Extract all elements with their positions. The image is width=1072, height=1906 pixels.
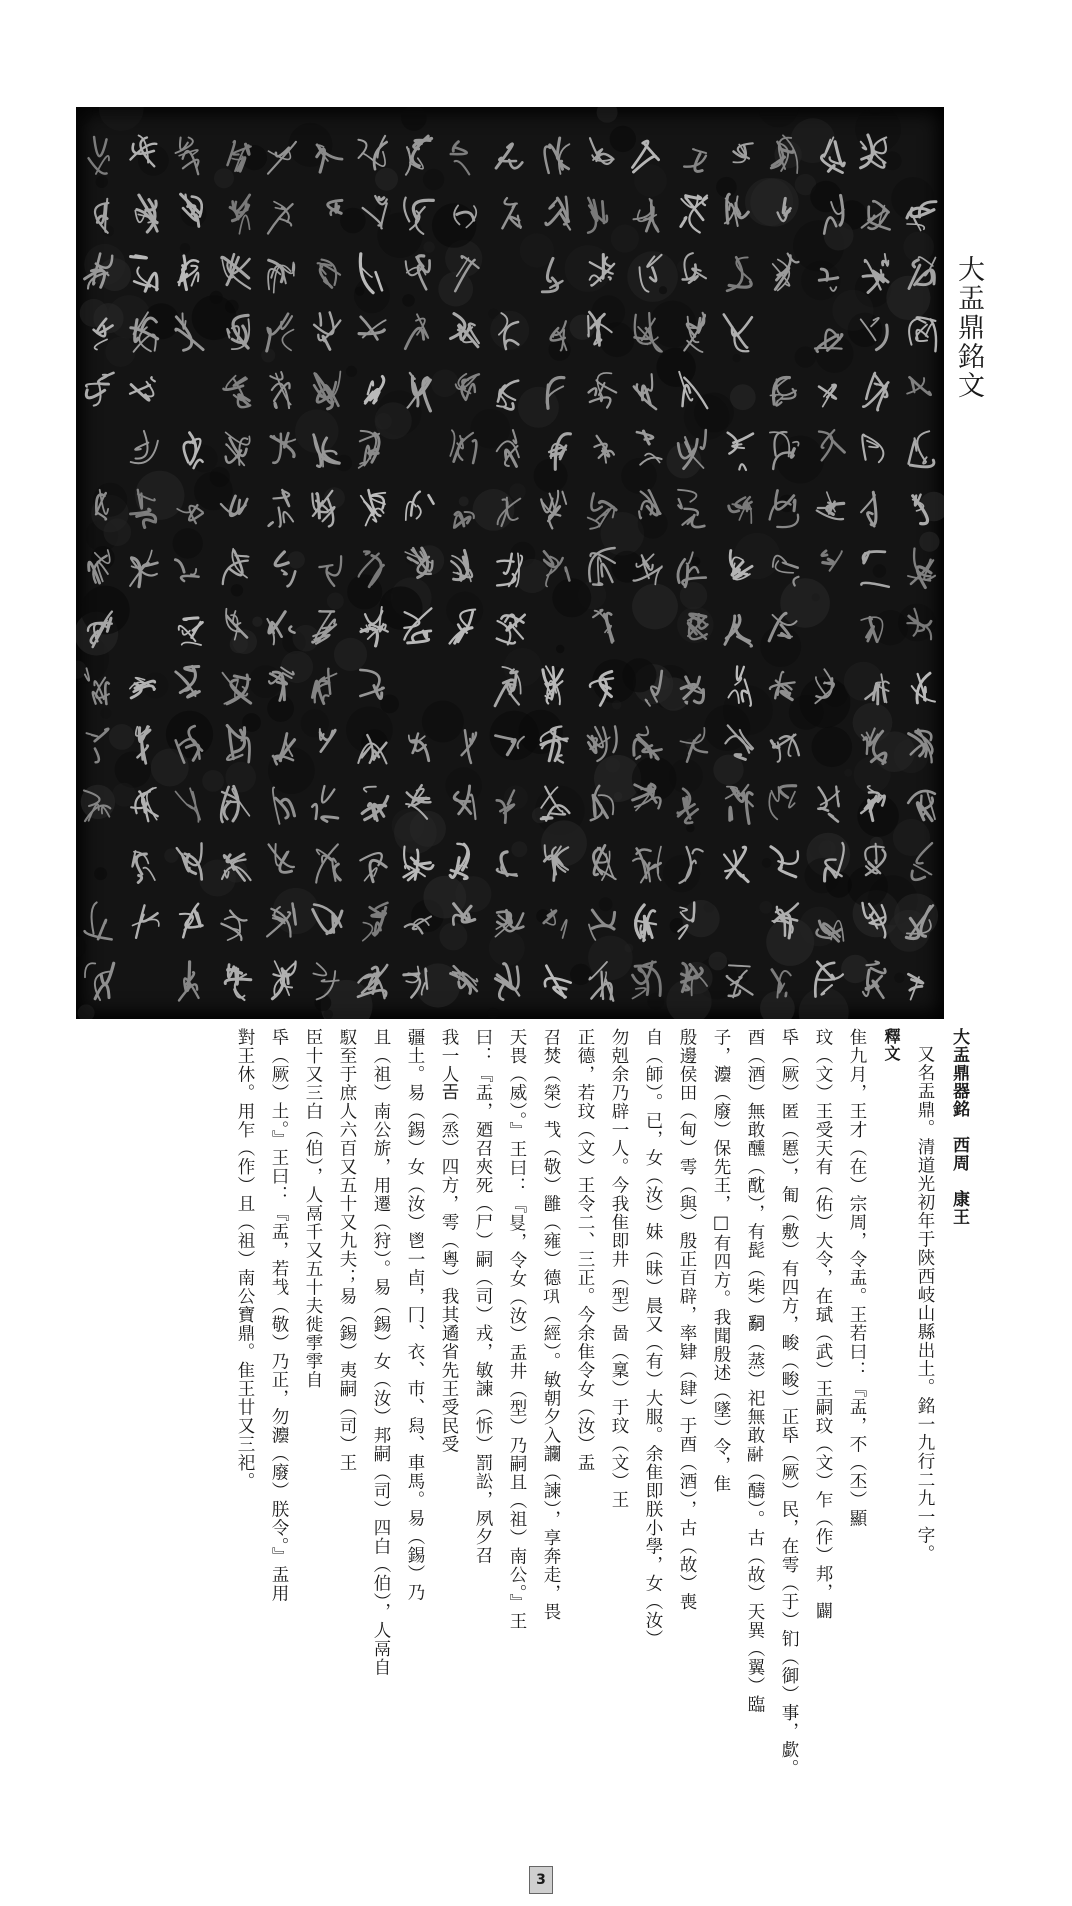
rubbing-glyph: [269, 844, 294, 872]
rubbing-glyph: [907, 377, 931, 395]
transcription-line: 召焚（榮）𢦏（敬）雝（雍）德𢀜（經）。敏朝夕入讕（諫），享奔走，畏: [541, 1028, 561, 1621]
rubbing-glyph: [497, 381, 518, 410]
rubbing-glyph: [462, 730, 476, 763]
rubbing-glyph: [270, 372, 290, 408]
rubbing-glyph: [223, 673, 251, 704]
rubbing-glyph: [405, 314, 428, 348]
rubbing-glyph: [363, 903, 388, 941]
rubbing-glyph: [179, 618, 203, 645]
rubbing-glyph: [862, 435, 883, 463]
rubbing-glyph: [178, 256, 198, 290]
rubbing-glyph: [176, 667, 200, 698]
transcription-line: 隹九月，王才（在）宗周，令盂。王若曰：『盂，不（丕）顯: [847, 1028, 867, 1528]
rubbing-glyph: [635, 905, 656, 941]
rubbing-glyph: [319, 556, 341, 586]
rubbing-glyph: [728, 433, 753, 470]
rubbing-glyph: [226, 609, 247, 640]
rubbing-glyph: [589, 373, 617, 408]
rubbing-glyph: [267, 314, 294, 351]
transcription-line: 殷邊侯田（甸）雩（與）殷正百辟，率肄（肆）于酉（酒），古（故）喪: [677, 1028, 697, 1612]
rubbing-glyph: [223, 549, 249, 584]
rubbing-glyph: [451, 314, 479, 347]
rubbing-glyph: [815, 330, 842, 352]
rubbing-glyph: [312, 669, 336, 704]
rubbing-glyph: [861, 492, 876, 526]
rubbing-glyph: [230, 195, 250, 234]
rubbing-glyph: [633, 847, 661, 883]
transcription-line: 正德，若玟（文）王令二、三正。今余隹令女（汝）盂: [575, 1028, 595, 1472]
rubbing-glyph: [130, 377, 155, 400]
rubbing-glyph: [268, 142, 296, 174]
rubbing-glyph: [358, 136, 386, 169]
rubbing-glyph: [451, 550, 472, 581]
transcription-line: 勿剋余乃辟一人。今我隹即井（型）啚（稟）于玟（文）王: [609, 1028, 629, 1509]
rubbing-glyph: [541, 491, 566, 529]
rubbing-glyph: [222, 254, 250, 289]
rubbing-glyph: [770, 377, 796, 405]
rubbing-glyph: [909, 431, 934, 467]
rubbing-glyph: [450, 844, 468, 879]
rubbing-glyph: [224, 376, 251, 408]
rubbing-glyph: [86, 373, 114, 406]
rubbing-glyph: [177, 505, 203, 523]
transcription-line: 我一人𢀛（烝）四方，雩（粵）我其遹省先王受民受: [439, 1028, 459, 1454]
rubbing-glyph: [135, 195, 157, 232]
rubbing-glyph: [314, 312, 340, 349]
rubbing-glyph: [177, 843, 202, 879]
rubbing-glyph: [328, 200, 342, 215]
rubbing-glyph: [406, 136, 432, 175]
rubbing-glyph: [175, 560, 198, 581]
rubbing-glyph: [454, 512, 474, 528]
rubbing-glyph: [822, 551, 842, 571]
rubbing-glyph: [588, 198, 607, 233]
transcription-line: 氒（厥）匿（慝），匍（敷）有四方，畯（畯）正氒（厥）民，在雩（于）钔（御）事，歔。: [779, 1028, 799, 1778]
rubbing-glyph: [226, 432, 250, 465]
rubbing-glyph: [496, 964, 520, 1000]
rubbing-glyph: [729, 497, 752, 523]
rubbing-glyph: [546, 197, 570, 230]
rubbing-glyph: [724, 847, 748, 882]
rubbing-glyph: [365, 377, 384, 404]
rubbing-glyph: [85, 963, 114, 1000]
rubbing-glyph: [360, 853, 386, 882]
rubbing-glyph: [358, 965, 387, 998]
rubbing-glyph: [130, 551, 157, 587]
transcription-line: 臣十又三白（伯），人鬲千又五十夫徙𩁹𩁹自: [303, 1028, 323, 1390]
rubbing-glyph: [634, 727, 662, 759]
rubbing-glyph: [316, 844, 340, 882]
rubbing-glyph: [593, 610, 613, 643]
rubbing-glyph: [359, 431, 379, 468]
inscription-transcription: [228, 1028, 976, 1788]
rubbing-glyph: [176, 138, 199, 175]
rubbing-glyph: [681, 195, 707, 232]
rubbing-glyph: [726, 785, 753, 824]
rubbing-glyph: [221, 911, 246, 941]
rubbing-glyph: [593, 845, 615, 880]
rubbing-glyph: [314, 372, 340, 409]
rubbing-glyph: [773, 254, 799, 291]
transcription-line: 自（師）。已，女（汝）妹（昧）晨又（有）大服。余隹即朕小學，女（汝）: [643, 1028, 663, 1649]
rubbing-glyph: [271, 433, 295, 463]
rubbing-glyph: [406, 492, 434, 520]
rubbing-glyph: [678, 552, 706, 586]
rubbing-glyph: [770, 672, 795, 700]
transcription-line: 酉（酒）無敢醺（酖），有髭（柴）𤔲（蒸）祀無敢𩰫（醻）。古（故）天異（翼）臨: [745, 1028, 765, 1714]
rubbing-glyph: [133, 905, 159, 937]
rubbing-glyph: [819, 385, 836, 407]
rubbing-glyph: [497, 615, 525, 645]
rubbing-glyph: [269, 490, 293, 527]
rubbing-glyph: [225, 965, 251, 1000]
rubbing-glyph: [771, 735, 799, 762]
rubbing-glyph: [87, 729, 109, 762]
rubbing-glyph: [131, 431, 158, 463]
rubbing-glyph: [543, 666, 563, 704]
rubbing-glyph: [312, 611, 336, 643]
rubbing-glyph: [456, 374, 479, 400]
rubbing-glyph: [497, 852, 517, 876]
rubbing-glyph: [589, 910, 615, 940]
rubbing-glyph: [545, 138, 570, 174]
rubbing-glyph: [771, 847, 798, 877]
page-number: 3: [529, 1866, 553, 1894]
rubbing-glyph: [590, 138, 613, 164]
inscription-note: 又名盂鼎。清道光初年于陝西岐山縣出土。銘一九行二九一字。: [915, 1045, 935, 1563]
transcription-line: 玟（文）王受天有（佑）大令，在珷（武）王嗣玟（文）乍（作）邦，闢: [813, 1028, 833, 1620]
rubbing-glyph: [727, 257, 751, 291]
rubbing-glyph: [136, 727, 150, 764]
transcription-label: 釋文: [882, 1028, 901, 1062]
rubbing-glyph: [912, 673, 935, 703]
rubbing-glyph: [909, 317, 936, 351]
rubbing-glyph: [724, 315, 752, 352]
rubbing-glyph: [132, 851, 155, 882]
rubbing-glyph: [678, 789, 698, 823]
rubbing-glyph: [818, 787, 839, 822]
rubbing-glyph: [179, 962, 199, 1001]
rubbing-glyph: [497, 553, 522, 586]
rubbing-glyph: [406, 256, 430, 290]
rubbing-glyph: [733, 143, 752, 162]
rubbing-glyph: [769, 786, 795, 820]
rubbing-glyph: [312, 786, 338, 822]
rubbing-glyph: [318, 260, 341, 288]
rubbing-glyph: [227, 726, 249, 763]
rubbing-glyph: [268, 202, 293, 234]
transcription-line: 疆土。易（錫）女（汝）鬯一卣，冂、衣、巿、舄、車馬。易（錫）乃: [405, 1028, 425, 1602]
rubbing-glyph: [409, 734, 429, 761]
rubbing-glyph: [908, 549, 935, 588]
rubbing-glyph: [863, 373, 888, 410]
transcription-line: 子，灋（廢）保先王，□有四方。我聞殷述（墜）令，隹: [711, 1028, 731, 1493]
rubbing-glyph: [594, 436, 614, 463]
transcription-line: 對王休。用乍（作）且（祖）南公寶鼎。隹王廿又三祀。: [235, 1028, 255, 1491]
rubbing-glyph: [359, 317, 386, 340]
rubbing-glyph: [272, 961, 295, 999]
rubbing-glyph: [502, 198, 521, 228]
rubbing-glyph: [361, 490, 386, 525]
rubbing-glyph: [634, 199, 659, 232]
transcription-line: 天畏（威）。』王曰：『𠭁，令女（汝）盂井（型）乃嗣且（祖）南公。』王: [507, 1028, 527, 1631]
rubbing-glyph: [908, 974, 923, 999]
inscription-title: 大盂鼎器銘 西周 康王: [949, 1028, 969, 1226]
rubbing-glyph: [725, 194, 749, 226]
transcription-line: 且（祖）南公旂，用遷（狩）。易（錫）女（汝）邦嗣（司）四白（伯），人鬲自: [371, 1028, 391, 1677]
rubbing-glyph: [89, 137, 109, 174]
rubbing-glyph: [589, 548, 615, 585]
rubbing-glyph: [451, 142, 470, 175]
side-title: 大盂鼎銘文: [953, 255, 984, 400]
rubbing-glyph: [678, 490, 704, 527]
rubbing-image: [76, 107, 944, 1019]
rubbing-glyph: [180, 904, 203, 938]
rubbing-glyph: [684, 149, 706, 171]
rubbing-glyph: [176, 788, 201, 822]
rubbing-glyph: [908, 791, 935, 821]
rubbing-glyph: [634, 374, 656, 409]
rubbing-glyph: [85, 902, 112, 939]
rubbing-glyph: [360, 670, 383, 699]
rubbing-glyph: [362, 787, 388, 821]
rubbing-glyph: [817, 492, 844, 519]
rubbing-glyph: [680, 728, 707, 762]
rubbing-glyph: [496, 144, 522, 168]
transcription-line: 氒（厥）土。』王曰：『盂，若𢦏（敬）乃正，勿灋（廢）朕令。』盂用: [269, 1028, 289, 1603]
rubbing-glyph: [545, 966, 571, 998]
rubbing-glyph: [268, 260, 294, 293]
bronze-inscription-rubbing: [76, 107, 944, 1019]
transcription-line: 馭至于庶人六百又五十又九夫；易（錫）夷嗣（司）王: [337, 1028, 357, 1472]
transcription-line: 曰：『盂，廼召夾死（尸）嗣（司）戎，敏諫（𢘛）罰訟，夙夕召: [473, 1028, 493, 1565]
rubbing-glyph: [131, 256, 158, 291]
rubbing-glyph: [725, 616, 752, 647]
